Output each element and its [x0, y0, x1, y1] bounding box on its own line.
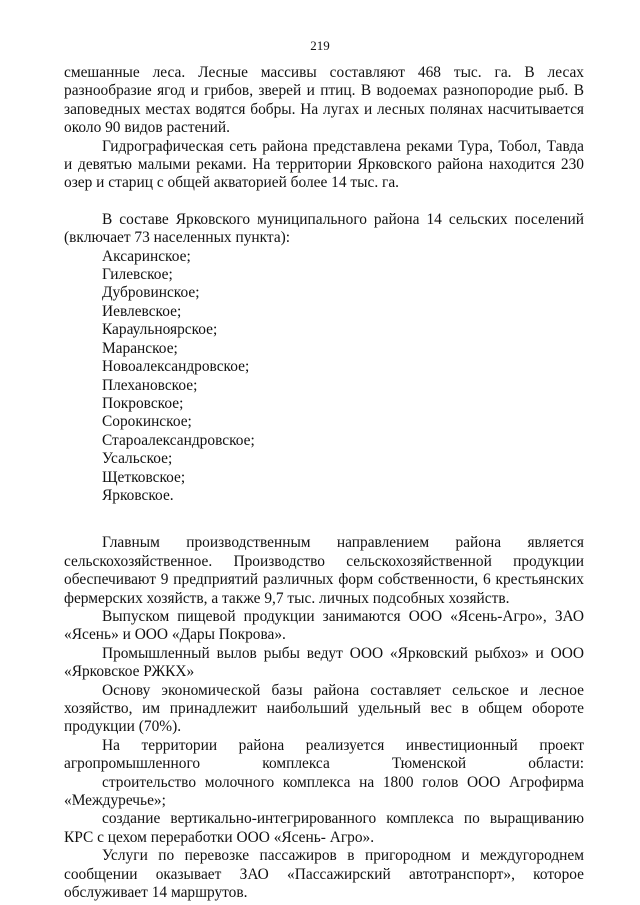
- list-item: Иевлевское;: [102, 302, 182, 320]
- paragraph-economic-base: Основу экономической базы района составляет сельское и лесное хозяйство, им принадлежит наибольший удельный вес в общем обороте продукции (70%).: [64, 681, 584, 736]
- list-item: Плехановское;: [102, 376, 198, 394]
- list-item: Усальское;: [102, 450, 173, 468]
- list-item: Аксаринское;: [102, 247, 191, 265]
- list-item: Покровское;: [102, 394, 184, 412]
- paragraph-settlements-intro: В составе Ярковского муниципального района 14 сельских поселений (включает 73 населенных пункта):: [64, 210, 584, 247]
- settlements-list: [64, 248, 584, 506]
- list-item: Щетковское;: [102, 468, 186, 486]
- page-number: 219: [310, 38, 330, 53]
- list-item: Новоалександровское;: [102, 358, 250, 376]
- paragraph-investment-project: На территории района реализуется инвестиционный проект агропромышленного комплекса Тюменской области:: [64, 736, 584, 773]
- paragraph-food-production: Выпуском пищевой продукции занимаются ООО «Ясень-Агро», ЗАО «Ясень» и ООО «Дары Покрова».: [64, 607, 584, 644]
- paragraph-agriculture: Главным производственным направлением района является сельскохозяйственное. Производство сельскохозяйственной продукции обеспечивают 9 предприятий различных форм собственности, 6 крестьянских фермерских хозяйств, а также 9,7 тыс. личных подсобных хозяйств.: [64, 534, 584, 607]
- list-item: Ярковское.: [102, 486, 174, 504]
- page-body: [64, 64, 584, 902]
- list-item: Сорокинское;: [102, 413, 192, 431]
- list-item: Староалександровское;: [102, 431, 255, 449]
- list-item: Дубровинское;: [102, 284, 200, 302]
- paragraph-dairy-complex: строительство молочного комплекса на 1800 голов ООО Агрофирма «Междуречье»;: [64, 773, 584, 810]
- paragraph-hydrography: Гидрографическая сеть района представлена реками Тура, Тобол, Тавда и девятью малыми реками. На территории Ярковского района находится 230 озер и стариц с общей акваторией более 14 тыс. га.: [64, 137, 584, 192]
- list-item: Караульноярское;: [102, 321, 218, 339]
- paragraph-transport: Услуги по перевозке пассажиров в пригородном и междугороднем сообщении оказывает ЗАО «Пассажирский автотранспорт», которое обслуживает 14 маршрутов.: [64, 847, 584, 902]
- paragraph-fishing: Промышленный вылов рыбы ведут ООО «Ярковский рыбхоз» и ООО «Ярковское РЖКХ»: [64, 644, 584, 681]
- paragraph-cattle-complex: создание вертикально-интегрированного комплекса по выращиванию КРС с цехом переработки ООО «Ясень- Агро».: [64, 810, 584, 846]
- list-item: Гилевское;: [102, 266, 173, 284]
- paragraph-forests: смешанные леса. Лесные массивы составляют 468 тыс. га. В лесах разнообразие ягод и грибов, зверей и птиц. В водоемах разнопородие рыб. В заповедных местах водятся бобры. На лугах и лесных полянах насчитывается около 90 видов растений.: [64, 64, 584, 137]
- list-item: Маранское;: [102, 339, 178, 357]
